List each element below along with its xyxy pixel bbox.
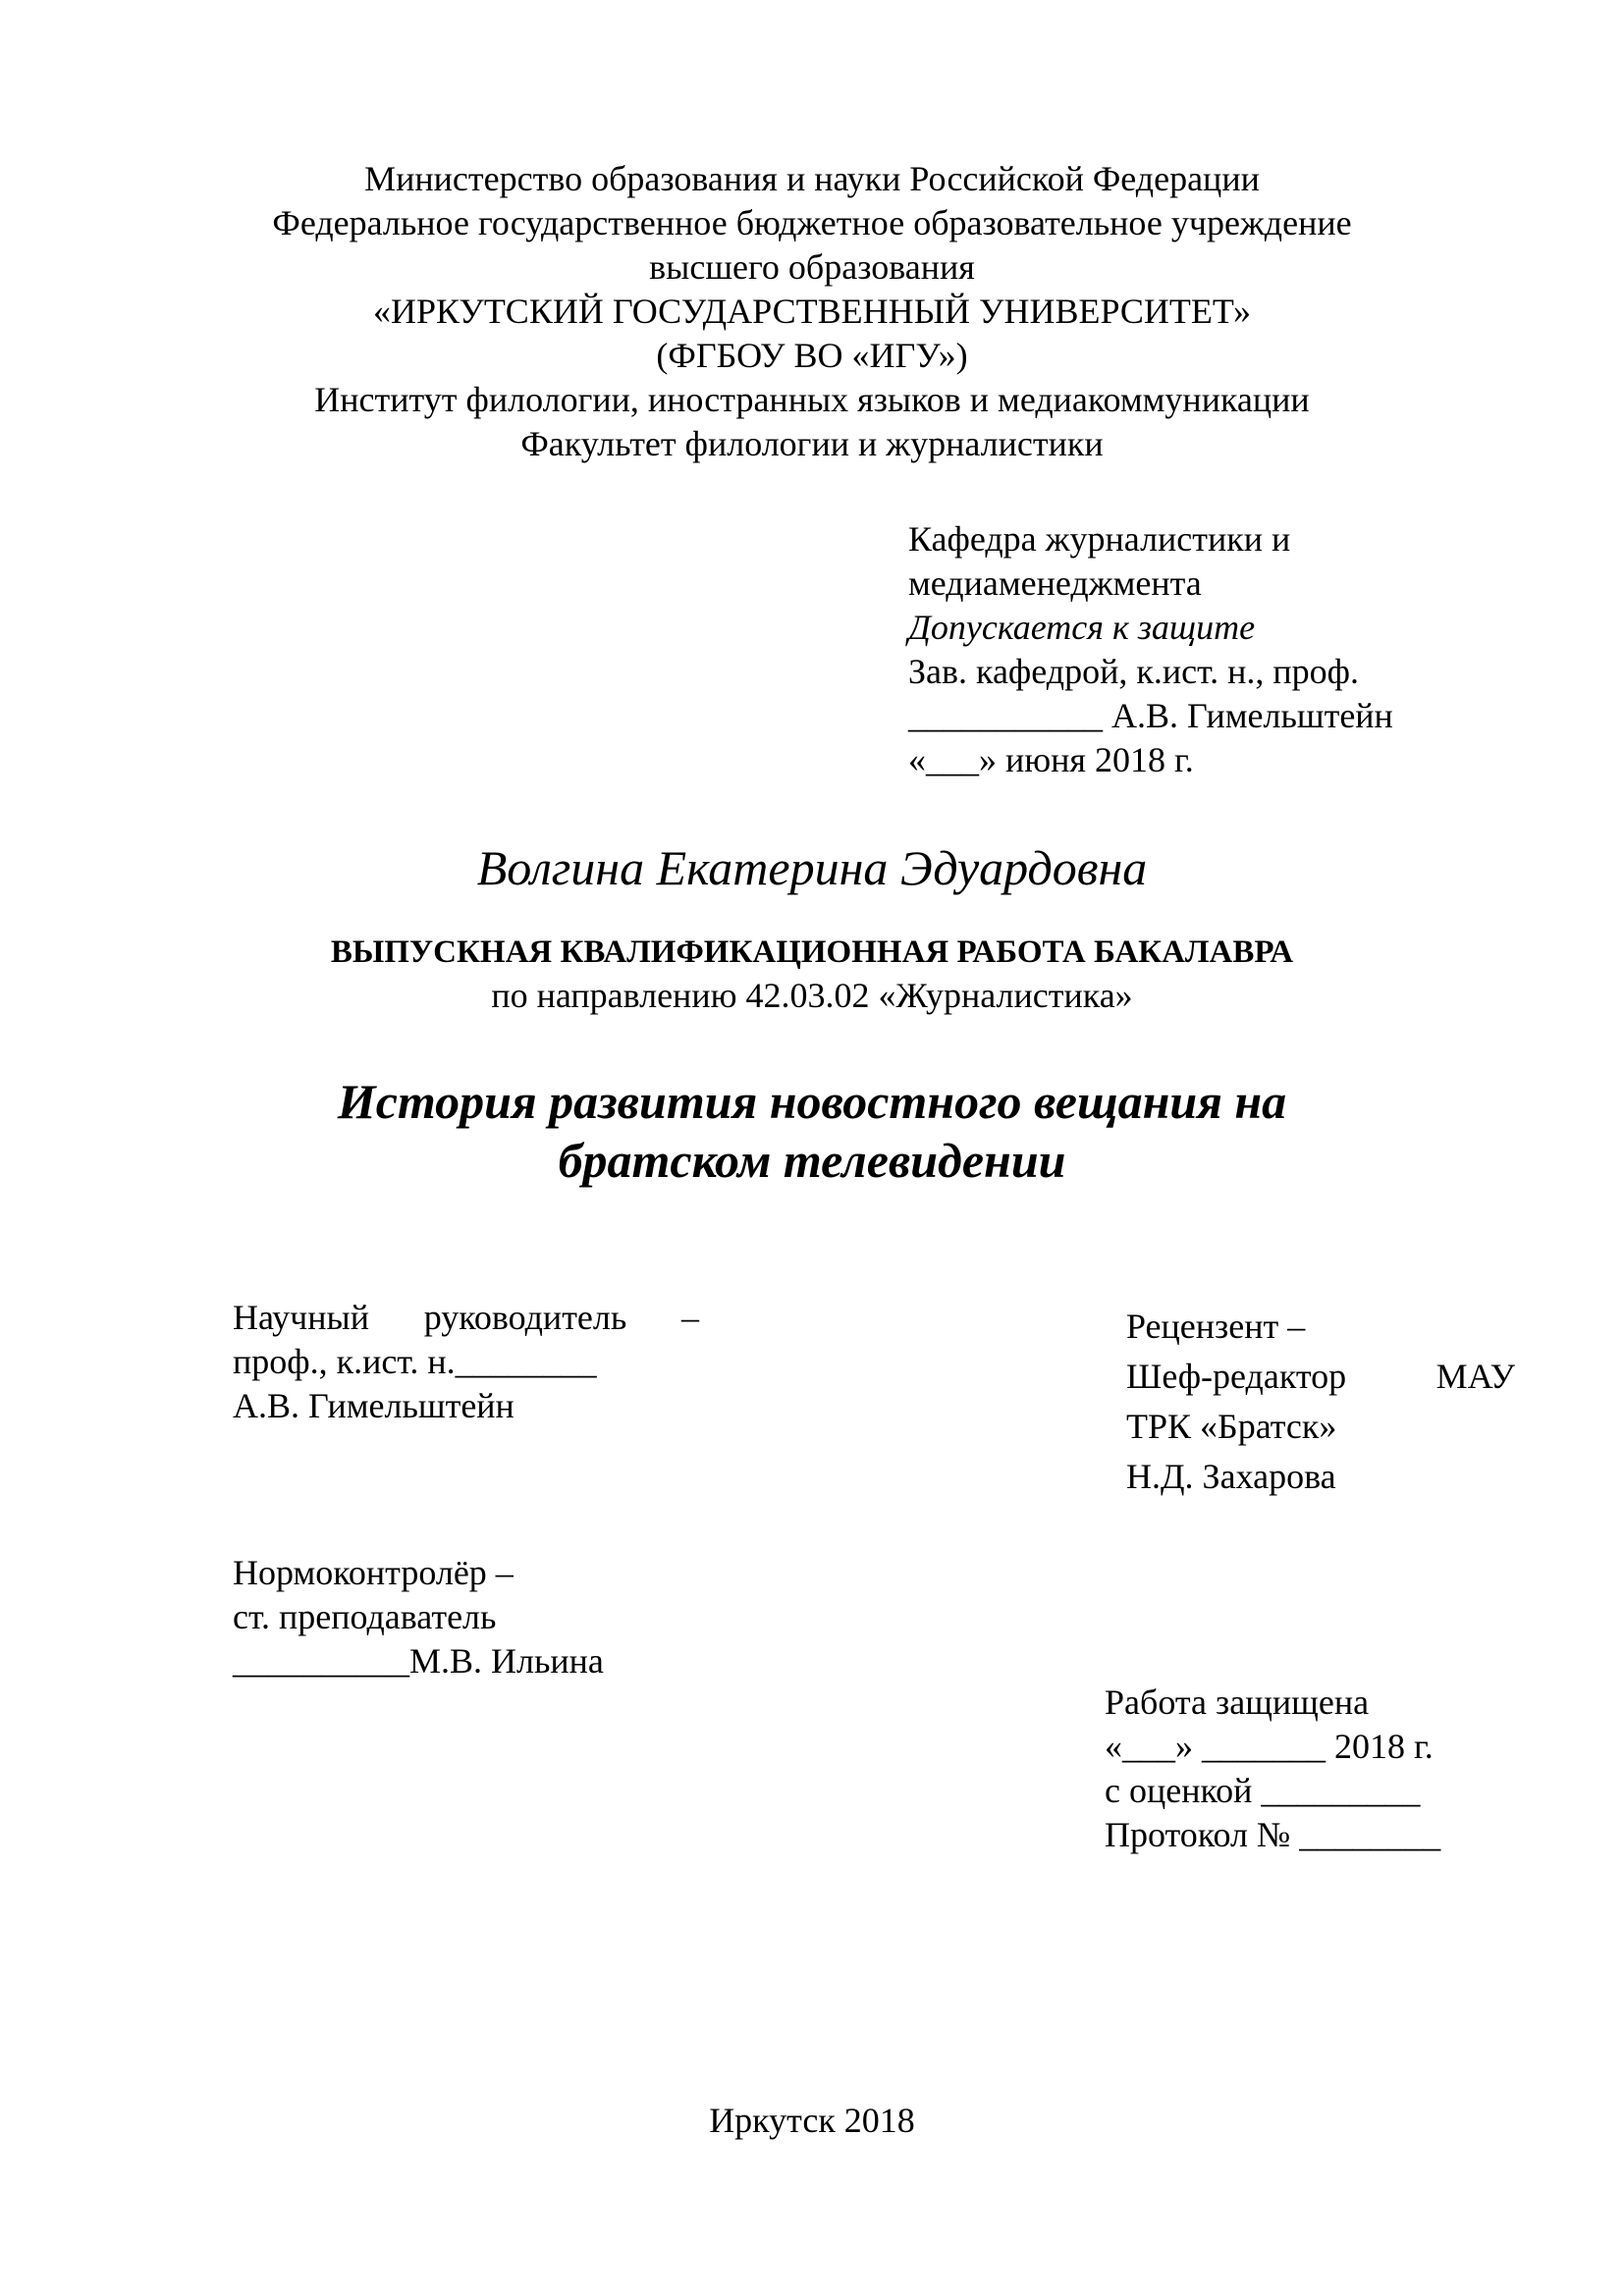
normcontrol-signature-blank: __________ <box>233 1641 409 1681</box>
reviewer-position-line <box>1126 1352 1515 1402</box>
reviewer-role: Рецензент – <box>1126 1307 1306 1346</box>
defense-protocol-line <box>1105 1813 1440 1857</box>
institution-header <box>0 157 1624 466</box>
work-type: ВЫПУСКНАЯ КВАЛИФИКАЦИОННАЯ РАБОТА БАКАЛАВРА <box>330 934 1294 970</box>
defense-grade-blank: _________ <box>1261 1771 1421 1810</box>
defense-date-year: 2018 г. <box>1326 1727 1434 1766</box>
supervisor-role-line <box>233 1296 699 1340</box>
defense-grade-line <box>1105 1769 1440 1813</box>
normcontrol-position: ст. преподаватель <box>233 1597 497 1636</box>
head-signature-line <box>908 694 1393 738</box>
reviewer-organization: ТРК «Братск» <box>1126 1407 1337 1446</box>
supervisor-name: А.В. Гимельштейн <box>233 1386 514 1425</box>
thesis-title <box>0 1072 1624 1190</box>
thesis-title-line-2: братском телевидении <box>558 1133 1066 1188</box>
reviewer-name: Н.Д. Захарова <box>1126 1457 1336 1496</box>
approval-date-line <box>908 738 1393 782</box>
approval-block <box>908 517 1393 782</box>
supervisor-degree-line <box>233 1340 704 1384</box>
university-abbr-line: (ФГБОУ ВО «ИГУ») <box>656 336 968 375</box>
defense-month-blank: _______ <box>1202 1727 1326 1766</box>
approval-date-rest: » июня 2018 г. <box>979 740 1194 779</box>
ministry-line: Министерство образования и науки Российской Федерации <box>364 159 1260 198</box>
defense-grade-label: с оценкой <box>1105 1771 1262 1810</box>
reviewer-block <box>1126 1302 1519 1502</box>
supervisor-degree: проф., к.ист. н. <box>233 1342 456 1381</box>
normcontrol-block <box>233 1551 604 1683</box>
approval-day-blank: ___ <box>926 740 979 779</box>
student-name: Волгина Екатерина Эдуардовна <box>476 840 1148 895</box>
city-year: Иркутск 2018 <box>709 2101 915 2140</box>
supervisor-signature-blank: ________ <box>455 1342 597 1381</box>
defense-protocol-label: Протокол № <box>1105 1815 1300 1854</box>
normcontrol-signature-line <box>233 1639 604 1683</box>
defense-protocol-blank: ________ <box>1299 1815 1441 1854</box>
supervisor-role-word-1: Научный <box>233 1298 369 1337</box>
reviewer-employer: МАУ <box>1435 1357 1515 1396</box>
normcontrol-role: Нормоконтролёр – <box>233 1553 514 1592</box>
university-name-line: «ИРКУТСКИЙ ГОСУДАРСТВЕННЫЙ УНИВЕРСИТЕТ» <box>373 292 1251 331</box>
faculty-line: Факультет филологии и журналистики <box>520 424 1104 463</box>
normcontrol-name: М.В. Ильина <box>409 1641 604 1681</box>
thesis-title-line-1: История развития новостного вещания на <box>337 1074 1287 1129</box>
supervisor-role-word-2: руководитель <box>423 1298 627 1337</box>
defense-day-blank: ___ <box>1122 1727 1175 1766</box>
work-direction: по направлению 42.03.02 «Журналистика» <box>491 976 1133 1015</box>
department-line-2: медиаменеджмента <box>908 563 1202 603</box>
defense-date-open: « <box>1105 1727 1122 1766</box>
institution-type-line: Федеральное государственное бюджетное образовательное учреждение <box>272 203 1352 242</box>
admission-text: Допускается к защите <box>908 608 1256 647</box>
head-title: Зав. кафедрой, к.ист. н., проф. <box>908 652 1359 691</box>
reviewer-position: Шеф-редактор <box>1126 1357 1347 1396</box>
education-level-line: высшего образования <box>649 247 975 287</box>
institute-line: Институт филологии, иностранных языков и медиакоммуникации <box>314 380 1310 419</box>
date-open-quote: « <box>908 740 926 779</box>
defense-block <box>1105 1681 1440 1857</box>
department-line-1: Кафедра журналистики и <box>908 519 1291 559</box>
head-signature-blank: ___________ <box>908 696 1103 735</box>
defense-date-line <box>1105 1725 1440 1769</box>
supervisor-block <box>233 1296 704 1428</box>
defense-date-mid: » <box>1175 1727 1202 1766</box>
supervisor-role-dash: – <box>681 1298 699 1337</box>
defense-status: Работа защищена <box>1105 1682 1370 1722</box>
head-name: А.В. Гимельштейн <box>1103 696 1393 735</box>
